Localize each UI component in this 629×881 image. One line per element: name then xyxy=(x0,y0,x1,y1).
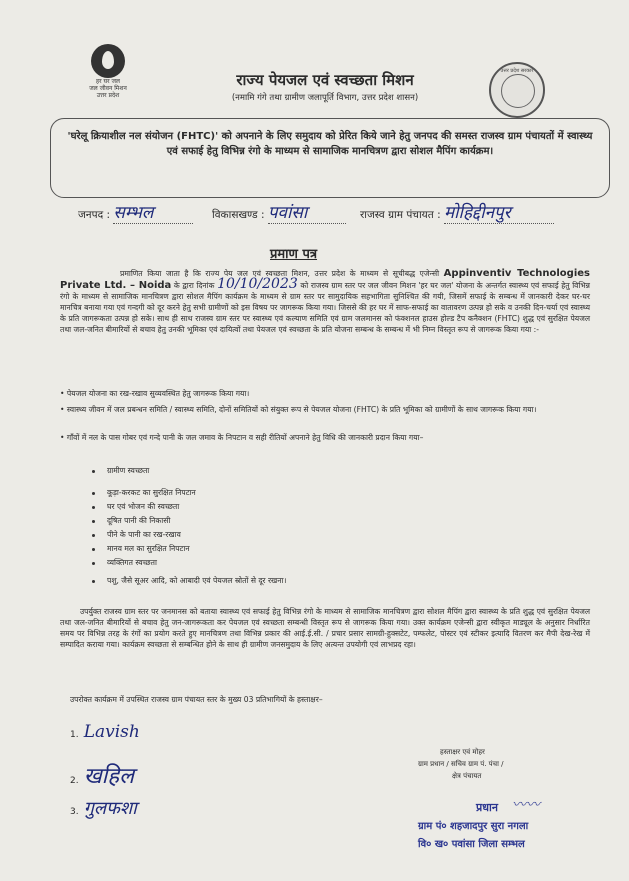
pradhan-stamp-label: प्रधान xyxy=(476,801,498,814)
bullet-item: • गाँवों में नल के पास गोबर एवं गन्दे पानी के जल जमाव के निपटान व सही रीतियों अपनाने हेतु विधि की जानकारी प्रदान किया गया– xyxy=(60,433,424,442)
signature-3: 3. गुलफशा xyxy=(70,798,137,819)
logo-caption-2: जल जीवन मिशन xyxy=(89,85,127,92)
sign-label-3: क्षेत्र पंचायत xyxy=(452,772,482,780)
p1-intro: प्रमाणित किया जाता है कि राज्य पेय जल एवं स्वच्छता मिशन, उत्तर प्रदेश के माध्यम से सूचीबद्ध एजेन्सी xyxy=(120,269,440,278)
district-value: सम्भल xyxy=(113,200,193,224)
seal-text: उत्तर प्रदेश सरकार xyxy=(500,68,534,74)
block-label: विकासखण्ड : xyxy=(212,209,265,221)
certificate-paragraph-3: उपरोक्त कार्यक्रम में उपस्थित राजस्व ग्राम पंचायत स्तर के मुख्य 03 प्रतिभागियों के हस्ताक्षर– xyxy=(70,695,323,704)
certificate-paragraph-1 xyxy=(60,268,590,335)
signature-2: 2. खहिल xyxy=(70,764,134,789)
list-item: पशु, जैसे सूअर आदि, को आबादी एवं पेयजल स्रोतों से दूर रखना। xyxy=(92,576,286,586)
program-banner: 'घरेलू क्रियाशील नल संयोजन (FHTC)' को अपनाने के लिए समुदाय को प्रेरित किये जाने हेतु जनपद की समस्त राजस्व ग्राम पंचायतों में स्वास्थ्य एवं सफाई हेतु विभिन्न रंगो के माध्यम से सामाजिक मानचित्रण द्वारा सोशल मैपिंग कार्यक्रम। xyxy=(50,118,610,198)
sign-label-1: हस्ताक्षर एवं मोहर xyxy=(440,748,485,756)
participant-signature: गुलफशा xyxy=(83,798,137,819)
p1-date-label: के द्वारा दिनांक xyxy=(173,281,215,290)
topics-list xyxy=(92,466,492,586)
district-label: जनपद : xyxy=(78,209,111,221)
har-ghar-jal-logo xyxy=(78,44,138,99)
stamp-line-1: ग्राम पं० शहजादपुर सुरा नगला xyxy=(418,821,529,832)
district-field xyxy=(78,200,193,224)
list-item: व्यक्तिगत स्वच्छता xyxy=(92,558,157,568)
seal-emblem-icon xyxy=(501,74,535,108)
water-drop-icon xyxy=(91,44,125,78)
list-item: ग्रामीण स्वच्छता xyxy=(92,466,149,476)
participant-signature: Lavish xyxy=(83,722,140,742)
bullet-item: • पेयजल योजना का रख-रखाव सुव्यवस्थित हेतु जागरूक किया गया। xyxy=(60,389,250,398)
certificate-paragraph-2: उपर्युक्त राजस्व ग्राम स्तर पर जनमानस को बताया स्वास्थ्य एवं सफाई हेतु विभिन्न रंगो के माध्यम से सामाजिक मानचित्रण द्वारा सोशल मैपिंग द्वारा स्वास्थ्य के प्रति शुद्ध एवं सुरक्षित पेयजल तथा जल-जनित बीमारियों से बचाव हेतु जन-जागरूकता कर पेयजल एवं स्वच्छता सम्बन्धी विस्तृत रूप से जागरूक किया गया। उक्त कार्यक्रम एजेन्सी द्वारा स्वीकृत माड्यूल के अनुसार निर्धारित समय पर विभिन्न तरह के रंगों का प्रयोग करते हुए मानचित्रण तथा विभिन्न प्रकार की आई.ई.सी. / प्रचार प्रसार सामग्री-हुक्सटेट, पम्फलेट, पोस्टर एवं स्टीकर इत्यादि वितरण कर मैपी देख-रेख में सम्पादित कराया गया। कार्यक्रम स्वच्छता से सम्बन्धित होने के साथ ही ग्रामीण जनसमुदाय के लिए अत्यन्त उपयोगी एवं लाभप्रद रहा। xyxy=(60,607,590,649)
header-title: राज्य पेयजल एवं स्वच्छता मिशन xyxy=(236,71,414,89)
stamp-line-2: वि० ख० पवांसा जिला सम्भल xyxy=(418,839,525,850)
bullet-item: • स्वास्थ्य जीवन में जल प्रबन्धन समिति / स्वास्थ्य समिति, दोनों समितियों को संयुक्त रूप से पेयजल योजना (FHTC) के प्रति भूमिका को ग्रामीणों के साथ जागरूक किया गया। xyxy=(60,405,537,414)
logo-caption-3: उत्तर प्रदेश xyxy=(96,92,120,99)
list-item: पीने के पानी का रख-रखाव xyxy=(92,530,181,540)
agency-name: Appinventiv Technologies Private Ltd. – Noida xyxy=(60,268,591,291)
block-field xyxy=(212,200,346,224)
p1-body: को राजस्व ग्राम स्तर पर जल जीवन मिशन 'हर घर जल' योजना के अन्तर्गत स्वास्थ्य एवं सफाई हेतु विभिन्न रंगो के माध्यम से सामाजिक मानचित्रण द्वारा सोशल मैपिंग कार्यक्रम के माध्यम से ग्राम स्तर पर सामुदायिक सहभागिता सुनिश्चित की गयी, जिसमें सफाई के सम्बन्ध में जानकारी देकर घर-घर मानचित्र बनाया गया एवं गन्दगी को दूर करने हेतु सभी ग्रामीणों को इस विषय पर जागरूक किया गया। जिससे की हर घर में साफ-सफाई का वातावरण उत्पन्न हो सके व उनकी दिन-चर्या एवं स्वास्थ्य के प्रति जागरूकता उत्पन्न हो सके। साथ ही साथ राजस्व ग्राम स्तर पर स्वास्थ्य एवं कल्याण समिति एवं ग्राम जलमानस को फंक्शनल हाउस होल्ड टैप कनैक्शन (FHTC) शुद्ध एवं सुरक्षित पेयजल तथा जल-जनित बीमारियों से बचाव हेतु उनकी भूमिका एवं दायित्वों तथा पेयजल एवं स्वच्छता के प्रति योजना सम्बन्ध के सम्बन्ध में भी निम्न विस्तृत रूप से जागरूक किया गया :- xyxy=(60,281,591,334)
logo-caption-1: हर घर जल xyxy=(96,78,120,85)
up-government-seal xyxy=(489,62,545,118)
village-value: मोहिद्दीनपुर xyxy=(444,200,554,224)
list-item: घर एवं भोजन की स्वच्छता xyxy=(92,502,179,512)
block-value: पवांसा xyxy=(268,200,346,224)
signature-1: 1. Lavish xyxy=(70,722,140,742)
list-item: मानव मल का सुरक्षित निपटान xyxy=(92,544,190,554)
awareness-bullets xyxy=(60,388,590,444)
pradhan-signature: 〰〰 xyxy=(512,797,540,813)
list-item: दूषित पानी की निकासी xyxy=(92,516,170,526)
sign-label-2: ग्राम प्रधान / सचिव ग्राम पं. पंचा / xyxy=(418,760,504,768)
village-field xyxy=(360,200,554,224)
header-subtitle: (नमामि गंगे तथा ग्रामीण जलापूर्ति विभाग, उत्तर प्रदेश शासन) xyxy=(231,93,419,103)
list-item: कूड़ा-करकट का सुरक्षित निपटान xyxy=(92,488,196,498)
village-label: राजस्व ग्राम पंचायत : xyxy=(360,209,441,221)
program-date: 10/10/2023 xyxy=(217,276,298,292)
participant-signature: खहिल xyxy=(83,764,134,789)
certificate-title: प्रमाण पत्र xyxy=(270,247,318,262)
